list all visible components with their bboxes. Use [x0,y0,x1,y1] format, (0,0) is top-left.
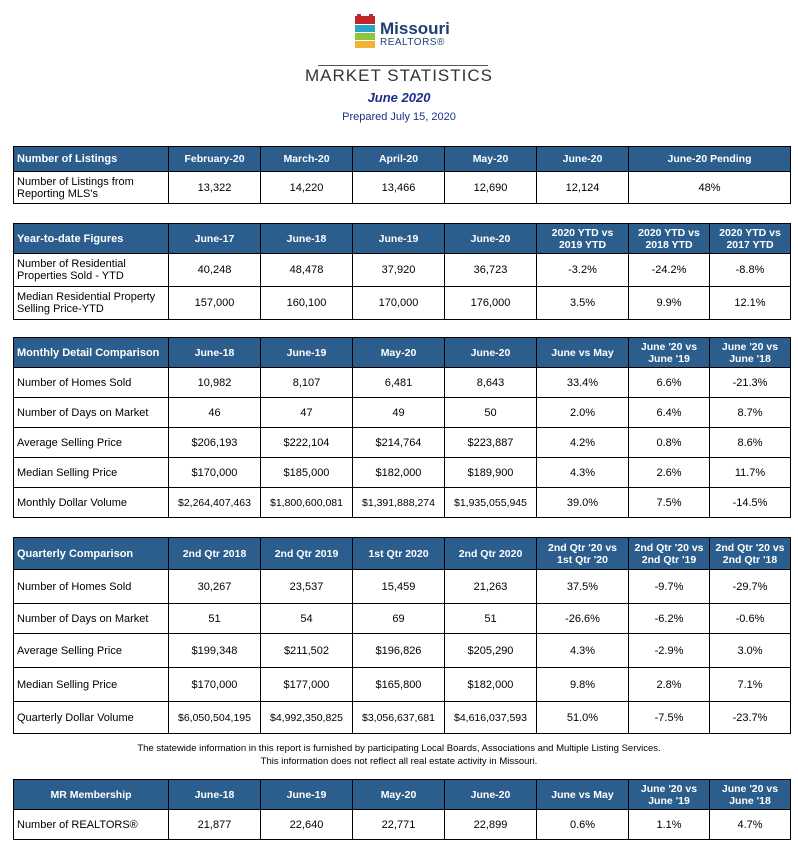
row-label: Quarterly Dollar Volume [14,702,169,734]
cell: 0.8% [629,428,710,458]
cell: 2.0% [537,398,629,428]
cell: 23,537 [261,570,353,604]
cell: 8.7% [710,398,791,428]
cell: -6.2% [629,604,710,634]
column-header: June '20 vs June '19 [629,338,710,368]
table-row [14,254,791,287]
cell: 14,220 [261,172,353,204]
cell: $189,900 [445,458,537,488]
cell: 12,124 [537,172,629,204]
cell: $1,800,600,081 [261,488,353,518]
table-row [14,172,791,204]
table-row [14,458,791,488]
logo-text [380,20,450,49]
cell: -14.5% [710,488,791,518]
row-label: Median Selling Price [14,458,169,488]
column-header: Year-to-date Figures [14,224,169,254]
cell: 8,107 [261,368,353,398]
cell: $4,992,350,825 [261,702,353,734]
cell: $205,290 [445,634,537,668]
column-header: 2020 YTD vs 2018 YTD [629,224,710,254]
cell: 51 [169,604,261,634]
column-header: Quarterly Comparison [14,538,169,570]
cell: -26.6% [537,604,629,634]
cell: 69 [353,604,445,634]
cell: 4.2% [537,428,629,458]
listings-header-row [14,147,791,172]
column-header: May-20 [353,338,445,368]
cell: 21,263 [445,570,537,604]
column-header: June-19 [261,780,353,810]
cell: 37.5% [537,570,629,604]
listings-table [13,146,791,204]
cell: 9.8% [537,668,629,702]
row-label: Number of REALTORS® [14,810,169,840]
column-header: 2nd Qtr '20 vs 1st Qtr '20 [537,538,629,570]
disclaimer-note [0,742,798,768]
cell: $185,000 [261,458,353,488]
cell: -3.2% [537,254,629,287]
column-header: June-20 Pending [629,147,791,172]
cell: -24.2% [629,254,710,287]
membership-table [13,779,791,840]
column-header: March-20 [261,147,353,172]
column-header: June-20 [445,338,537,368]
column-header: April-20 [353,147,445,172]
cell: $222,104 [261,428,353,458]
cell: 46 [169,398,261,428]
quarterly-table [13,537,791,734]
table-row [14,368,791,398]
table-row [14,428,791,458]
table-row [14,398,791,428]
cell: 4.3% [537,458,629,488]
cell: 2.8% [629,668,710,702]
column-header: June-19 [353,224,445,254]
cell: $223,887 [445,428,537,458]
column-header: June-18 [261,224,353,254]
column-header: 1st Qtr 2020 [353,538,445,570]
table-row [14,702,791,734]
row-label: Median Selling Price [14,668,169,702]
cell: -7.5% [629,702,710,734]
cell: -8.8% [710,254,791,287]
cell: 3.5% [537,287,629,320]
membership-header-row [14,780,791,810]
cell: 22,771 [353,810,445,840]
cell: -2.9% [629,634,710,668]
table-row [14,604,791,634]
cell: $206,193 [169,428,261,458]
column-header: June '20 vs June '19 [629,780,710,810]
cell: 21,877 [169,810,261,840]
cell: $1,391,888,274 [353,488,445,518]
cell: 22,899 [445,810,537,840]
cell: $1,935,055,945 [445,488,537,518]
cell: 6,481 [353,368,445,398]
table-row [14,570,791,604]
row-label: Number of Listings from Reporting MLS's [14,172,169,204]
monthly-table [13,337,791,518]
column-header: June-20 [445,224,537,254]
cell: 7.5% [629,488,710,518]
cell: $177,000 [261,668,353,702]
column-header: June-19 [261,338,353,368]
column-header: February-20 [169,147,261,172]
column-header: 2020 YTD vs 2017 YTD [710,224,791,254]
cell: 176,000 [445,287,537,320]
column-header: June-20 [445,780,537,810]
cell: 22,640 [261,810,353,840]
cell: $170,000 [169,668,261,702]
cell: $214,764 [353,428,445,458]
cell: $182,000 [445,668,537,702]
row-label: Monthly Dollar Volume [14,488,169,518]
cell: 4.7% [710,810,791,840]
cell: 10,982 [169,368,261,398]
cell: -23.7% [710,702,791,734]
cell: 37,920 [353,254,445,287]
row-label: Number of Residential Properties Sold - YTD [14,254,169,287]
table-row [14,634,791,668]
cell: 36,723 [445,254,537,287]
cell: -21.3% [710,368,791,398]
disclaimer-line1: The statewide information in this report is furnished by participating Local Boards, Associations and Multiple Listing Services. [137,743,661,754]
page-title: MARKET STATISTICS [305,66,493,85]
column-header: June vs May [537,338,629,368]
table-row [14,488,791,518]
column-header: Monthly Detail Comparison [14,338,169,368]
table-row [14,668,791,702]
cell: 51.0% [537,702,629,734]
cell: 47 [261,398,353,428]
disclaimer-line2: This information does not reflect all real estate activity in Missouri. [260,756,538,767]
column-header: Number of Listings [14,147,169,172]
row-label: Number of Days on Market [14,398,169,428]
cell: $182,000 [353,458,445,488]
column-header: May-20 [353,780,445,810]
column-header: 2nd Qtr 2018 [169,538,261,570]
cell: $170,000 [169,458,261,488]
logo-line1: Missouri [380,19,450,38]
cell: 0.6% [537,810,629,840]
ytd-header-row [14,224,791,254]
column-header: 2nd Qtr '20 vs 2nd Qtr '19 [629,538,710,570]
report-period: June 2020 [367,90,431,105]
column-header: June '20 vs June '18 [710,780,791,810]
cell: 157,000 [169,287,261,320]
column-header: June-18 [169,338,261,368]
ytd-table [13,223,791,320]
cell: $165,800 [353,668,445,702]
cell: 8,643 [445,368,537,398]
cell: 12.1% [710,287,791,320]
cell: 7.1% [710,668,791,702]
cell: 39.0% [537,488,629,518]
cell: $211,502 [261,634,353,668]
column-header: June-18 [169,780,261,810]
monthly-header-row [14,338,791,368]
cell: 13,466 [353,172,445,204]
cell: 6.4% [629,398,710,428]
cell: 33.4% [537,368,629,398]
cell: $199,348 [169,634,261,668]
table-row [14,810,791,840]
cell: 170,000 [353,287,445,320]
row-label: Average Selling Price [14,634,169,668]
cell: $4,616,037,593 [445,702,537,734]
cell: $3,056,637,681 [353,702,445,734]
column-header: June-17 [169,224,261,254]
row-label: Median Residential Property Selling Price-YTD [14,287,169,320]
cell: 4.3% [537,634,629,668]
row-label: Number of Days on Market [14,604,169,634]
cell: 8.6% [710,428,791,458]
cell: 15,459 [353,570,445,604]
table-row [14,287,791,320]
column-header: June vs May [537,780,629,810]
cell: 13,322 [169,172,261,204]
column-header: May-20 [445,147,537,172]
column-header: June '20 vs June '18 [710,338,791,368]
cell: 2.6% [629,458,710,488]
column-header: 2nd Qtr 2019 [261,538,353,570]
cell: 40,248 [169,254,261,287]
cell: 30,267 [169,570,261,604]
row-label: Number of Homes Sold [14,368,169,398]
column-header: 2nd Qtr '20 vs 2nd Qtr '18 [710,538,791,570]
quarterly-header-row [14,538,791,570]
cell: 48% [629,172,791,204]
cell: 6.6% [629,368,710,398]
column-header: 2020 YTD vs 2019 YTD [537,224,629,254]
cell: 12,690 [445,172,537,204]
cell: 54 [261,604,353,634]
column-header: MR Membership [14,780,169,810]
cell: 51 [445,604,537,634]
cell: 160,100 [261,287,353,320]
cell: $6,050,504,195 [169,702,261,734]
cell: 49 [353,398,445,428]
cell: -0.6% [710,604,791,634]
cell: 48,478 [261,254,353,287]
row-label: Average Selling Price [14,428,169,458]
row-label: Number of Homes Sold [14,570,169,604]
cell: $196,826 [353,634,445,668]
cell: 1.1% [629,810,710,840]
column-header: 2nd Qtr 2020 [445,538,537,570]
cell: 9.9% [629,287,710,320]
prepared-date: Prepared July 15, 2020 [342,111,456,123]
cell: $2,264,407,463 [169,488,261,518]
column-header: June-20 [537,147,629,172]
cell: -29.7% [710,570,791,604]
logo-line2: REALTORS® [380,37,445,48]
cell: 11.7% [710,458,791,488]
cell: 3.0% [710,634,791,668]
cell: 50 [445,398,537,428]
cell: -9.7% [629,570,710,604]
